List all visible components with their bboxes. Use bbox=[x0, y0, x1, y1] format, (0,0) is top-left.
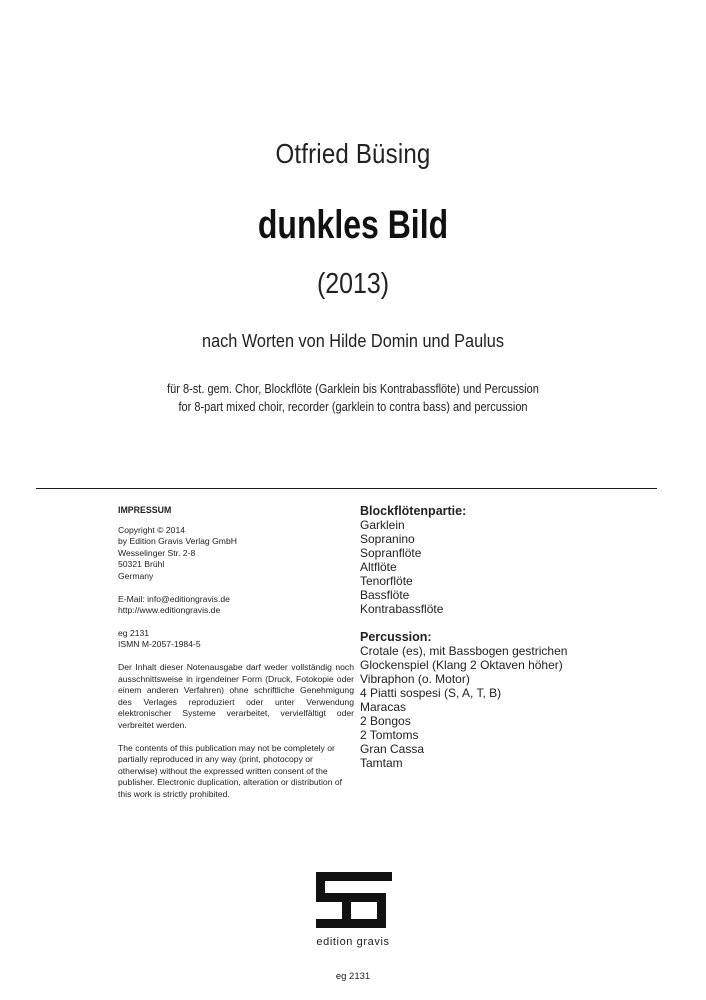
copyright-notice-german: Der Inhalt dieser Notenausgabe darf weder vollständig noch ausschnittsweise in irgendeiner Form (Druck, Fotokopie oder einem anderen Verfahren) ohne schriftliche Genehmigung des Verlages reproduziert oder unter Verwendung elektronischer Systeme verarbeitet, vervielfältigt oder verbreitet werden. bbox=[118, 661, 354, 730]
publisher-line: by Edition Gravis Verlag GmbH bbox=[118, 536, 237, 547]
impressum-block bbox=[118, 505, 354, 811]
publisher-name: edition gravis bbox=[316, 936, 390, 948]
list-item: Altflöte bbox=[360, 560, 397, 574]
scoring-english: for 8-part mixed choir, recorder (garklein to contra bass) and percussion bbox=[178, 400, 528, 414]
country-line: Germany bbox=[118, 570, 154, 581]
street-line: Wesselinger Str. 2-8 bbox=[118, 547, 196, 558]
list-item: Crotale (es), mit Bassbogen gestrichen bbox=[360, 644, 568, 658]
catalog-ids bbox=[118, 628, 354, 651]
impressum-heading: IMPRESSUM bbox=[118, 505, 172, 515]
percussion-section bbox=[360, 630, 600, 770]
list-item: 4 Piatti sospesi (S, A, T, B) bbox=[360, 686, 502, 700]
list-item: Glockenspiel (Klang 2 Oktaven höher) bbox=[360, 658, 563, 672]
email-line: E-Mail: info@editiongravis.de bbox=[118, 593, 230, 604]
list-item: Tenorflöte bbox=[360, 574, 413, 588]
divider-line bbox=[36, 488, 657, 489]
copyright-address bbox=[118, 525, 354, 583]
list-item: 2 Bongos bbox=[360, 714, 411, 728]
list-item: Kontrabassflöte bbox=[360, 602, 444, 616]
list-item: Tamtam bbox=[360, 756, 403, 770]
recorder-heading: Blockflötenpartie: bbox=[360, 504, 467, 518]
scoring-german: für 8-st. gem. Chor, Blockflöte (Garklein bis Kontrabassflöte) und Percussion bbox=[167, 382, 539, 396]
instrumentation-list bbox=[360, 504, 600, 784]
list-item: Sopranflöte bbox=[360, 546, 422, 560]
list-item: Vibraphon (o. Motor) bbox=[360, 672, 470, 686]
copyright-notice-english: The contents of this publication may not be completely or partially reproduced in any way (print, photocopy or otherwise) without the expressed written consent of the publisher. Electronic duplication, alteration or distribution of this work is strictly prohibited. bbox=[118, 742, 343, 799]
list-item: Sopranino bbox=[360, 532, 415, 546]
list-item: Bassflöte bbox=[360, 588, 410, 602]
percussion-heading: Percussion: bbox=[360, 630, 432, 644]
website-line: http://www.editiongravis.de bbox=[118, 605, 221, 616]
footer-catalog-number: eg 2131 bbox=[335, 971, 371, 982]
text-source-subtitle: nach Worten von Hilde Domin und Paulus bbox=[202, 330, 504, 351]
list-item: Gran Cassa bbox=[360, 742, 425, 756]
city-line: 50321 Brühl bbox=[118, 559, 165, 570]
ismn-number: ISMN M-2057-1984-5 bbox=[118, 639, 201, 650]
recorder-section bbox=[360, 504, 600, 616]
edition-gravis-logo-icon bbox=[312, 870, 396, 930]
work-title: dunkles Bild bbox=[257, 203, 449, 247]
catalog-number: eg 2131 bbox=[118, 627, 150, 638]
composition-year: (2013) bbox=[316, 268, 390, 300]
list-item: 2 Tomtoms bbox=[360, 728, 419, 742]
list-item: Garklein bbox=[360, 518, 405, 532]
composer-name: Otfried Büsing bbox=[275, 138, 431, 169]
copyright-line: Copyright © 2014 bbox=[118, 524, 186, 535]
contact-info bbox=[118, 594, 354, 617]
list-item: Maracas bbox=[360, 700, 407, 714]
